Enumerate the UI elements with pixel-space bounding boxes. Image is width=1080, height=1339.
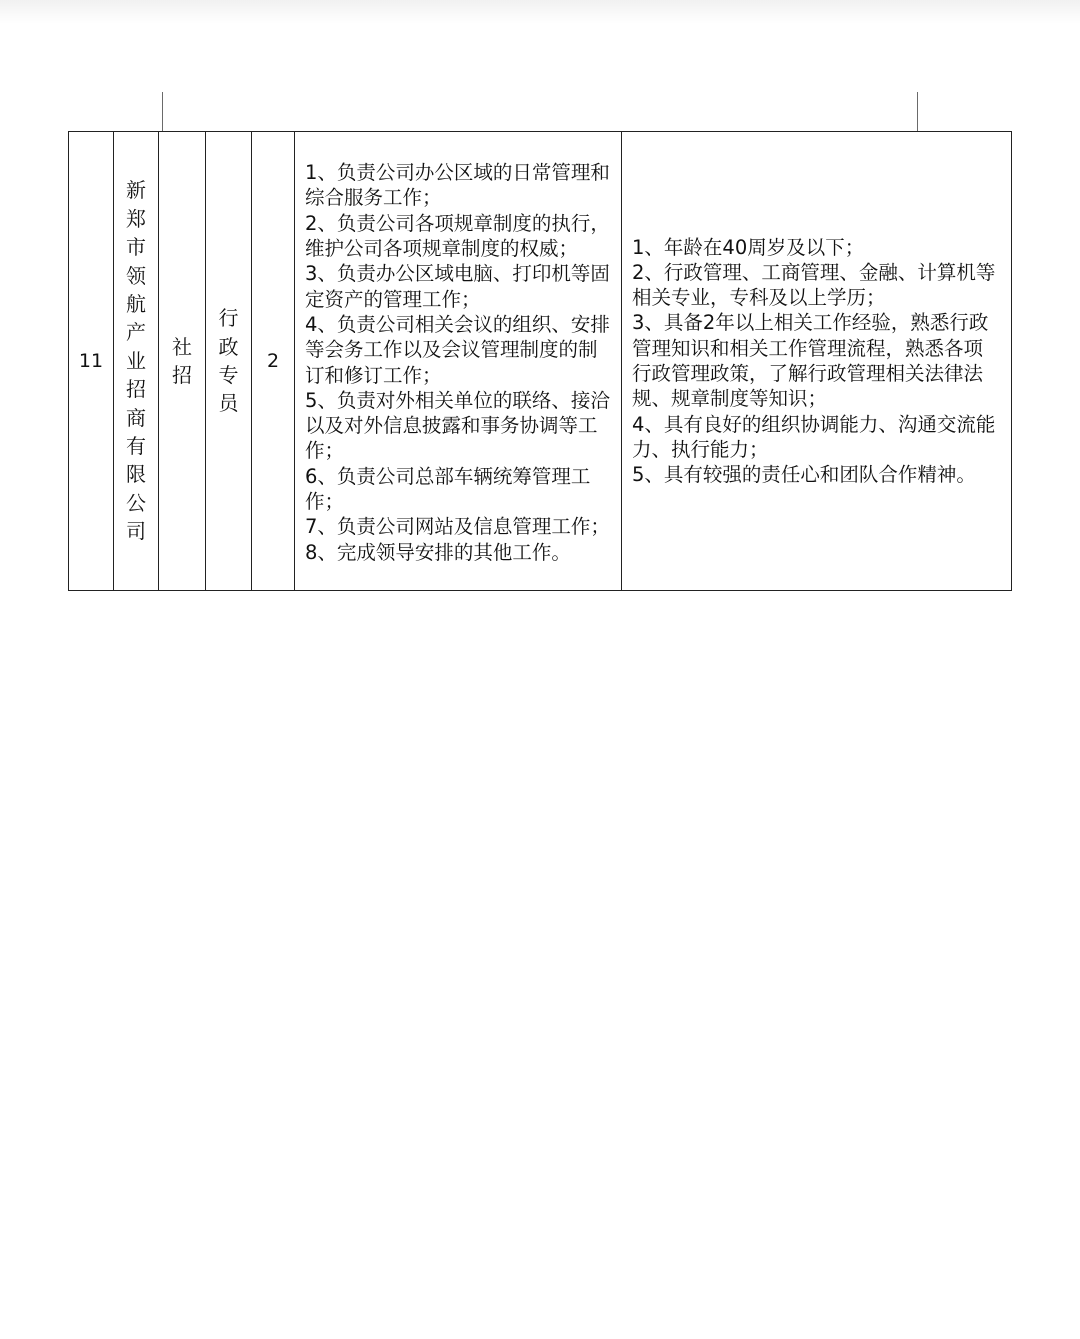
list-item: 1、年龄在40周岁及以下； bbox=[632, 235, 865, 259]
list-item: 1、负责公司办公区域的日常管理和综合服务工作； bbox=[305, 161, 610, 210]
list-item: 7、负责公司网站及信息管理工作； bbox=[305, 515, 610, 539]
list-item: 8、完成领导安排的其他工作。 bbox=[305, 540, 571, 564]
row-number-cell bbox=[69, 132, 114, 591]
list-item: 2、行政管理、工商管理、金融、计算机等相关专业，专科及以上学历； bbox=[632, 260, 996, 310]
table-row bbox=[69, 132, 1012, 591]
position-cell bbox=[206, 132, 252, 591]
row-number: 11 bbox=[78, 349, 104, 372]
duties-cell bbox=[295, 132, 622, 591]
page-top-edge bbox=[0, 0, 1080, 24]
list-item: 5、负责对外相关单位的联络、接洽以及对外信息披露和事务协调等工作； bbox=[305, 388, 610, 463]
crop-mark-left-vertical bbox=[162, 92, 163, 132]
duties-list bbox=[295, 157, 621, 565]
list-item: 5、具有较强的责任心和团队合作精神。 bbox=[632, 463, 976, 487]
job-table bbox=[68, 131, 1012, 591]
list-item: 3、具备2年以上相关工作经验，熟悉行政管理知识和相关工作管理流程，熟悉各项行政管理政策，了解行政管理相关法律法规、规章制度等知识； bbox=[632, 311, 989, 411]
headcount-cell bbox=[252, 132, 295, 591]
requirements-list bbox=[622, 235, 1011, 488]
position-name: 行政专员 bbox=[218, 306, 239, 416]
recruit-type: 社招 bbox=[172, 334, 192, 387]
company-name: 新郑市领航产业招商有限公司 bbox=[126, 178, 146, 544]
list-item: 2、负责公司各项规章制度的执行，维护公司各项规章制度的权威； bbox=[305, 211, 610, 261]
recruit-type-cell bbox=[159, 132, 206, 591]
list-item: 4、具有良好的组织协调能力、沟通交流能力、执行能力； bbox=[632, 412, 996, 461]
list-item: 4、负责公司相关会议的组织、安排等会务工作以及会议管理制度的制订和修订工作； bbox=[305, 312, 610, 387]
list-item: 6、负责公司总部车辆统筹管理工作； bbox=[305, 464, 591, 513]
crop-mark-right-vertical bbox=[917, 92, 918, 132]
requirements-cell bbox=[622, 132, 1012, 591]
company-cell bbox=[114, 132, 159, 591]
headcount: 2 bbox=[266, 349, 280, 372]
list-item: 3、负责办公区域电脑、打印机等固定资产的管理工作； bbox=[305, 262, 610, 311]
